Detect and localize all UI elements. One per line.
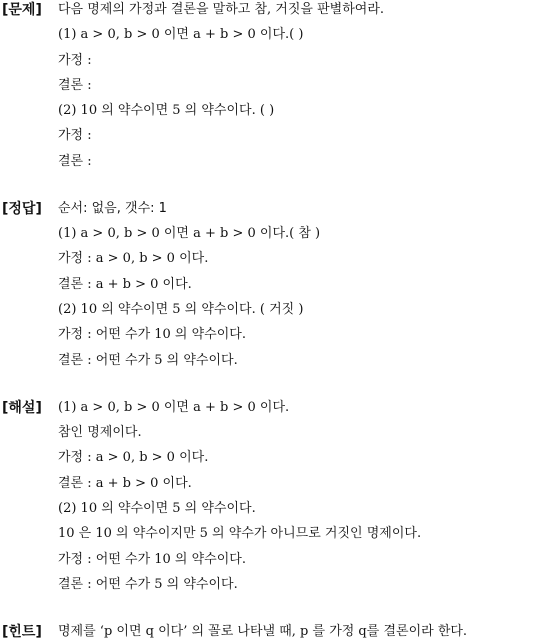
answer-item-2: (2) 10 의 약수이면 5 의 약수이다. ( 거짓 ) xyxy=(58,302,304,317)
problem-instruction: 다음 명제의 가정과 결론을 말하고 참, 거짓을 판별하여라. xyxy=(58,2,385,17)
explanation-item-1-conclusion: 결론 : a + b > 0 이다. xyxy=(58,476,192,491)
answer-tag: [정답] xyxy=(2,201,42,217)
explanation-item-2: (2) 10 의 약수이면 5 의 약수이다. xyxy=(58,501,256,516)
answer-item-1-conclusion: 결론 : a + b > 0 이다. xyxy=(58,277,192,292)
answer-meta: 순서: 없음, 갯수: 1 xyxy=(58,201,167,216)
answer-item-2-hypothesis: 가정 : 어떤 수가 10 의 약수이다. xyxy=(58,327,246,342)
hint-text: 명제를 ‘p 이면 q 이다’ 의 꼴로 나타낼 때, p 를 가정 q를 결론이라 한다. xyxy=(58,624,468,639)
problem-item-1-hypothesis: 가정 : xyxy=(58,53,92,68)
problem-item-1: (1) a > 0, b > 0 이면 a + b > 0 이다.( ) xyxy=(58,27,304,42)
explanation-item-2-reason: 10 은 10 의 약수이지만 5 의 약수가 아니므로 거짓인 명제이다. xyxy=(58,526,422,541)
problem-tag: [문제] xyxy=(2,2,42,18)
explanation-item-2-hypothesis: 가정 : 어떤 수가 10 의 약수이다. xyxy=(58,552,246,567)
problem-item-1-conclusion: 결론 : xyxy=(58,78,92,93)
problem-item-2-hypothesis: 가정 : xyxy=(58,128,92,143)
hint-tag: [힌트] xyxy=(2,624,42,640)
answer-item-2-conclusion: 결론 : 어떤 수가 5 의 약수이다. xyxy=(58,353,238,368)
explanation-tag: [해설] xyxy=(2,400,42,416)
explanation-item-1: (1) a > 0, b > 0 이면 a + b > 0 이다. xyxy=(58,400,290,415)
answer-item-1: (1) a > 0, b > 0 이면 a + b > 0 이다.( 참 ) xyxy=(58,226,321,241)
answer-item-1-hypothesis: 가정 : a > 0, b > 0 이다. xyxy=(58,251,209,266)
explanation-item-1-hypothesis: 가정 : a > 0, b > 0 이다. xyxy=(58,450,209,465)
explanation-item-2-conclusion: 결론 : 어떤 수가 5 의 약수이다. xyxy=(58,577,238,592)
problem-item-2-conclusion: 결론 : xyxy=(58,154,92,169)
problem-item-2: (2) 10 의 약수이면 5 의 약수이다. ( ) xyxy=(58,103,275,118)
explanation-item-1-verdict: 참인 명제이다. xyxy=(58,425,142,440)
